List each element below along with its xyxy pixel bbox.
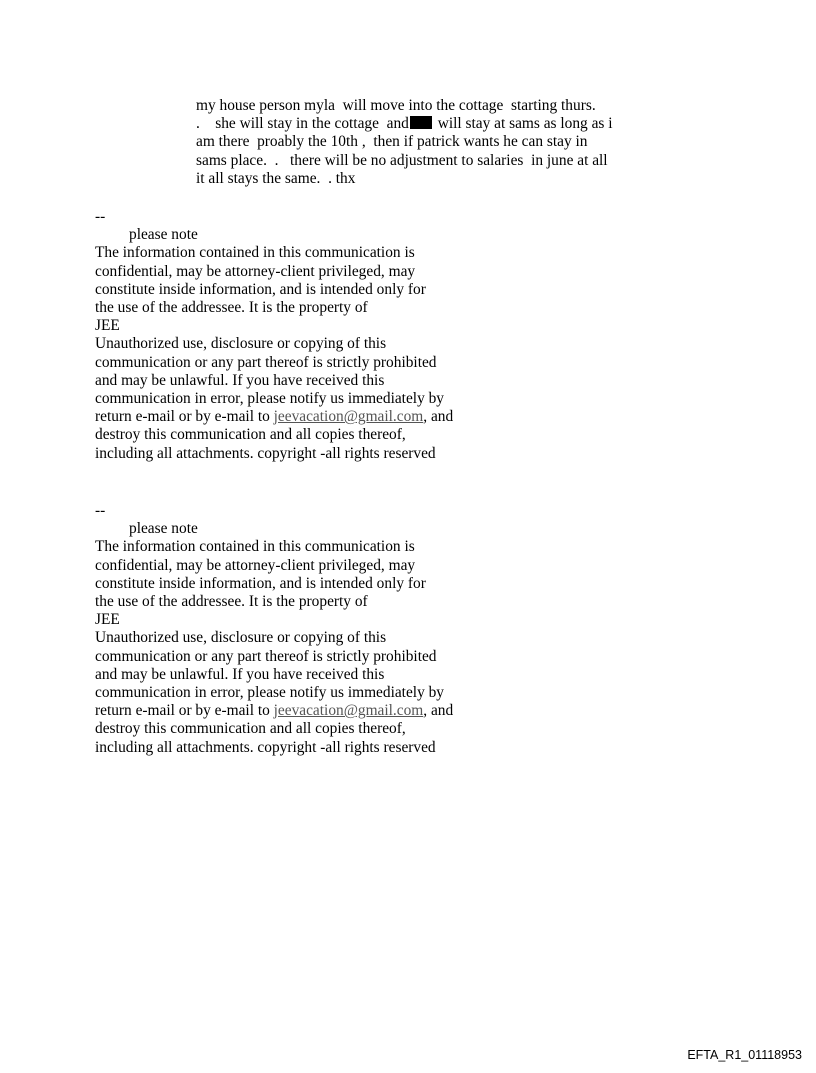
signature-separator: -- [95, 502, 106, 519]
disclaimer-text: return e-mail or by e-mail to [95, 702, 274, 720]
signature-heading: please note [129, 520, 198, 538]
message-line [196, 115, 636, 133]
disclaimer-line: JEE [95, 611, 120, 629]
disclaimer-text: return e-mail or by e-mail to [95, 408, 274, 426]
disclaimer-line: confidential, may be attorney-client privileged, may [95, 262, 416, 280]
disclaimer-line: constitute inside information, and is intended only for [95, 280, 426, 298]
message-line: am there proably the 10th , then if patrick wants he can stay in [196, 133, 588, 151]
message-line: my house person myla will move into the cottage starting thurs. [196, 97, 596, 114]
disclaimer-line: and may be unlawful. If you have received this [95, 665, 385, 683]
disclaimer-line [95, 702, 475, 720]
disclaimer-line: destroy this communication and all copies thereof, [95, 720, 406, 738]
signature-separator: -- [95, 208, 106, 225]
email-link[interactable]: jeevacation@gmail.com [273, 702, 424, 720]
disclaimer-line: destroy this communication and all copies thereof, [95, 426, 406, 444]
disclaimer-line: including all attachments. copyright -all rights reserved [95, 444, 436, 462]
email-link[interactable]: jeevacation@gmail.com [273, 408, 424, 426]
disclaimer-line: the use of the addressee. It is the property of [95, 593, 368, 611]
message-text: . she will stay in the cottage and [196, 115, 409, 133]
disclaimer-line: communication in error, please notify us immediately by [95, 390, 445, 408]
disclaimer-line: Unauthorized use, disclosure or copying of this [95, 335, 387, 353]
disclaimer-line: The information contained in this communication is [95, 538, 415, 556]
disclaimer-line: JEE [95, 317, 120, 335]
signature-block [95, 208, 475, 463]
disclaimer-line [95, 408, 475, 426]
disclaimer-text: , and [423, 702, 454, 720]
message-text: will stay at sams as long as i [433, 115, 613, 133]
signature-block [95, 502, 475, 757]
disclaimer-line: The information contained in this communication is [95, 244, 415, 262]
disclaimer-line: communication in error, please notify us immediately by [95, 684, 445, 702]
disclaimer-line: constitute inside information, and is intended only for [95, 574, 426, 592]
redaction-block [410, 116, 432, 129]
message-body [196, 97, 636, 188]
disclaimer-line: including all attachments. copyright -all rights reserved [95, 738, 436, 756]
disclaimer-text: , and [423, 408, 454, 426]
message-line: sams place. . there will be no adjustment to salaries in june at all [196, 151, 608, 169]
disclaimer-line: communication or any part thereof is strictly prohibited [95, 353, 437, 371]
disclaimer-line: confidential, may be attorney-client privileged, may [95, 556, 416, 574]
disclaimer-line: the use of the addressee. It is the property of [95, 299, 368, 317]
signature-heading: please note [129, 226, 198, 244]
disclaimer-line: communication or any part thereof is strictly prohibited [95, 647, 437, 665]
disclaimer-line: Unauthorized use, disclosure or copying of this [95, 629, 387, 647]
document-id: EFTA_R1_01118953 [687, 1048, 802, 1062]
disclaimer-line: and may be unlawful. If you have received this [95, 371, 385, 389]
message-line: it all stays the same. . thx [196, 169, 356, 187]
